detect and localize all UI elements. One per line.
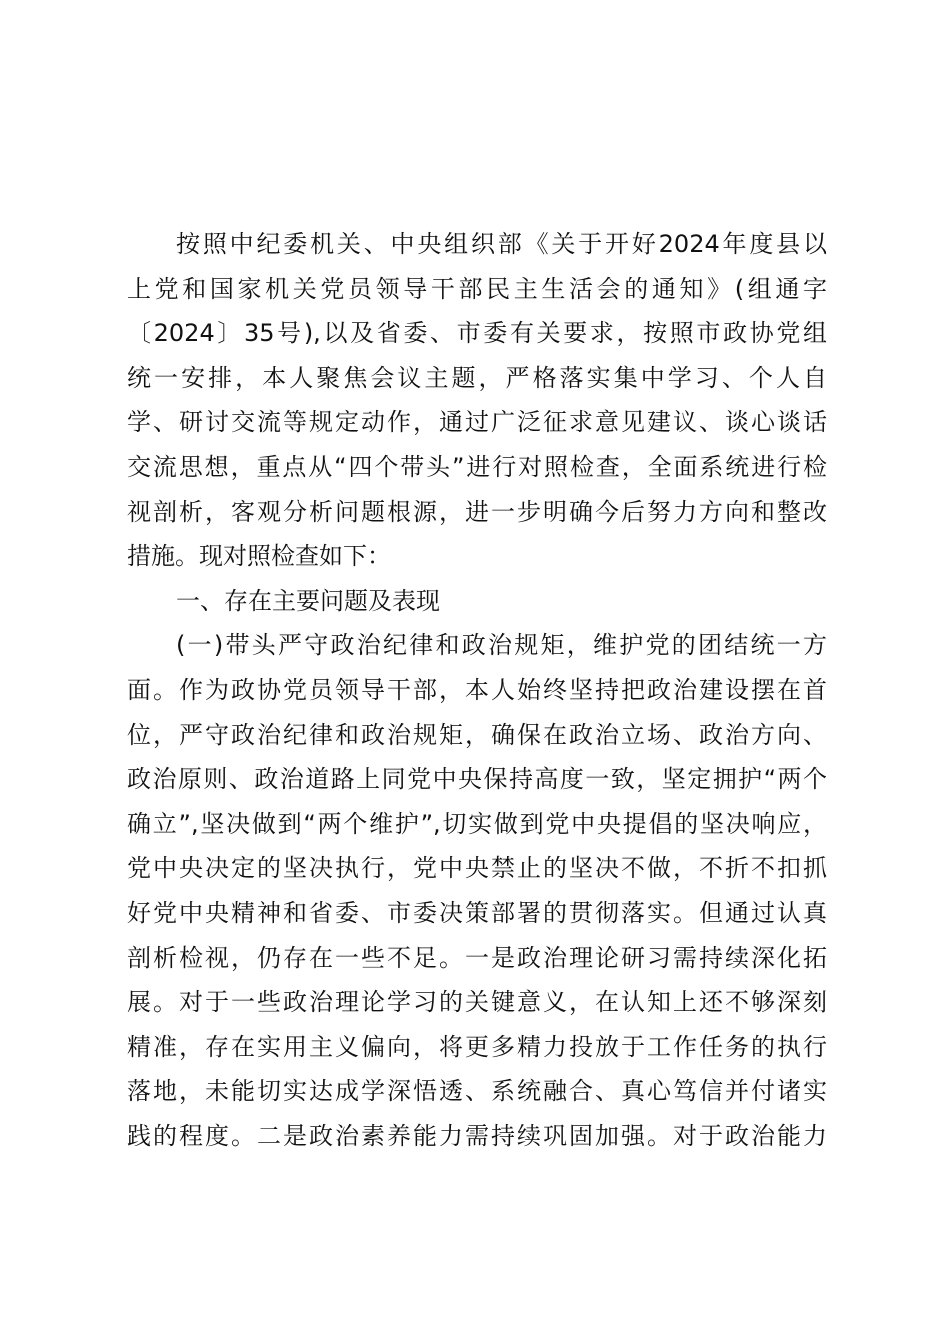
text-line: 落地，未能切实达成学深悟透、系统融合、真心笃信并付诸实: [127, 1077, 827, 1106]
text-line: 位，严守政治纪律和政治规矩，确保在政治立场、政治方向、: [127, 720, 827, 749]
text-line: 政治原则、政治道路上同党中央保持高度一致，坚定拥护“两个: [127, 765, 827, 794]
paragraph-intro: [127, 222, 827, 579]
text-line: 面。作为政协党员领导干部，本人始终坚持把政治建设摆在首: [127, 675, 827, 704]
paragraph-section-1: [127, 623, 827, 1158]
text-line: 按照中纪委机关、中央组织部《关于开好2024年度县以: [176, 230, 827, 258]
text-line: 剖析检视，仍存在一些不足。一是政治理论研习需持续深化拓: [127, 943, 827, 972]
text-line: 〔2024〕35号),以及省委、市委有关要求，按照市政协党组: [127, 319, 827, 348]
heading-text: 一、存在主要问题及表现: [176, 586, 440, 615]
section-heading: [127, 579, 827, 624]
text-line: 精准，存在实用主义偏向，将更多精力投放于工作任务的执行: [127, 1032, 827, 1061]
text-line: 好党中央精神和省委、市委决策部署的贯彻落实。但通过认真: [127, 898, 827, 927]
text-line: 上党和国家机关党员领导干部民主生活会的通知》(组通字: [127, 274, 827, 303]
text-line: 党中央决定的坚决执行，党中央禁止的坚决不做，不折不扣抓: [127, 854, 827, 883]
text-line: 确立”,坚决做到“两个维护”,切实做到党中央提倡的坚决响应，: [127, 809, 827, 838]
text-line: 统一安排，本人聚焦会议主题，严格落实集中学习、个人自: [127, 363, 827, 392]
text-line: 视剖析，客观分析问题根源，进一步明确今后努力方向和整改: [127, 497, 827, 526]
document-body: [127, 222, 827, 1158]
text-line: 学、研讨交流等规定动作，通过广泛征求意见建议、谈心谈话: [127, 408, 827, 437]
text-line: 践的程度。二是政治素养能力需持续巩固加强。对于政治能力: [127, 1121, 827, 1150]
text-line: 措施。现对照检查如下：: [127, 542, 391, 571]
text-line: (一)带头严守政治纪律和政治规矩，维护党的团结统一方: [176, 631, 827, 660]
text-line: 交流思想，重点从“四个带头”进行对照检查，全面系统进行检: [127, 452, 827, 481]
text-line: 展。对于一些政治理论学习的关键意义，在认知上还不够深刻: [127, 988, 827, 1017]
